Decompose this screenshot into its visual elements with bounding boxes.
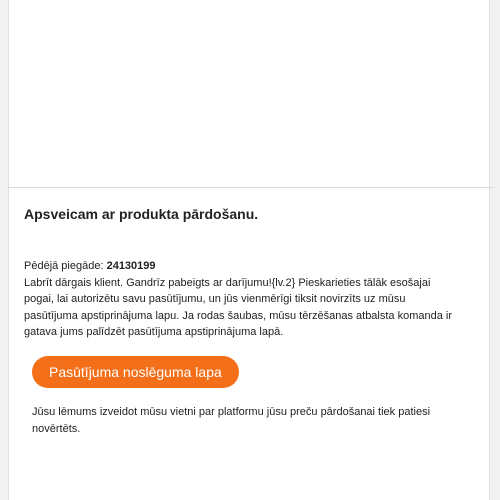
last-delivery-value: 24130199 [106,260,156,272]
last-delivery-line [24,258,454,275]
email-footer-text: Jūsu lēmums izveidot mūsu vietni par platformu jūsu preču pārdošanai tiek patiesi novērtēts. [32,406,431,435]
email-heading: Apsveicam ar produkta pārdošanu. [24,206,259,222]
section-divider [8,187,494,188]
order-completion-button[interactable]: Pasūtījuma noslēguma lapa [32,356,239,388]
last-delivery-label: Pēdējā piegāde: [24,260,104,272]
email-body-text: Labrīt dārgais klient. Gandrīz pabeigts ar darījumu!{lv.2} Pieskarieties tālāk esošajai pogai, lai autorizētu savu pasūtījumu, un jūs vienmērīgi tiksit novirzīts uz mūsu pasūtījuma apstiprinājuma lapu. Ja rodas šaubas, mūsu tērzēšanas atbalsta komanda ir gatava jums palīdzēt pasūtījuma apstiprinājuma lapā. [24,276,453,338]
email-body [24,258,454,341]
